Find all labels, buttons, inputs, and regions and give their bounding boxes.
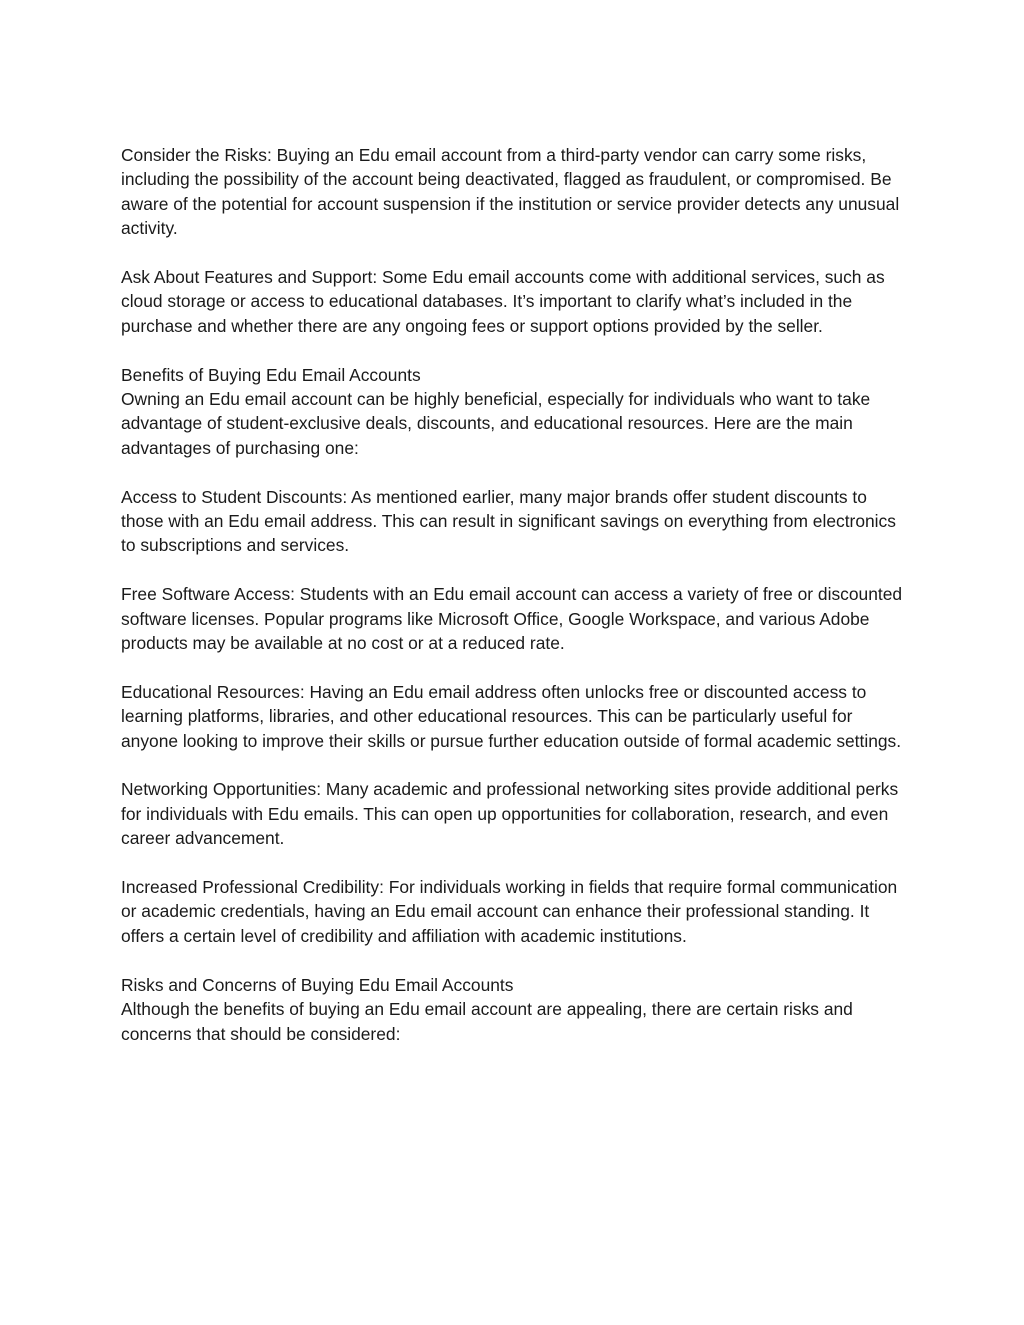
paragraph-student-discounts: Access to Student Discounts: As mentioned earlier, many major brands offer student discounts to those with an Edu email address. This can result in significant savings on everything from electronics to subscriptions and services.: [121, 486, 896, 556]
paragraph-educational-resources: Educational Resources: Having an Edu email address often unlocks free or discounted access to learning platforms, libraries, and other educational resources. This can be particularly useful for anyone looking to improve their skills or pursue further education outside of formal academic settings.: [121, 681, 902, 751]
benefits-intro: Owning an Edu email account can be highly beneficial, especially for individuals who want to take advantage of student-exclusive deals, discounts, and educational resources. Here are the main advantages of purchasing one:: [121, 389, 871, 458]
benefits-heading: Benefits of Buying Edu Email Accounts: [121, 364, 421, 385]
document-body: [121, 143, 911, 1070]
benefits-section: [121, 363, 911, 461]
risks-section: [121, 973, 911, 1046]
paragraph-networking: Networking Opportunities: Many academic and professional networking sites provide additional perks for individuals with Edu emails. This can open up opportunities for collaboration, research, and even career advancement.: [121, 779, 899, 849]
risks-heading: Risks and Concerns of Buying Edu Email Accounts: [121, 974, 514, 995]
paragraph-credibility: Increased Professional Credibility: For individuals working in fields that require formal communication or academic credentials, having an Edu email account can enhance their professional standing. It offers a certain level of credibility and affiliation with academic institutions.: [121, 877, 898, 946]
risks-intro: Although the benefits of buying an Edu email account are appealing, there are certain risks and concerns that should be considered:: [121, 999, 853, 1044]
paragraph-free-software: Free Software Access: Students with an Edu email account can access a variety of free or discounted software licenses. Popular programs like Microsoft Office, Google Workspace, and various Adobe products may be available at no cost or at a reduced rate.: [121, 584, 903, 654]
paragraph-ask-features: Ask About Features and Support: Some Edu email accounts come with additional services, such as cloud storage or access to educational databases. It’s important to clarify what’s included in the purchase and whether there are any ongoing fees or support options provided by the seller.: [121, 267, 885, 336]
paragraph-consider-risks: Consider the Risks: Buying an Edu email account from a third-party vendor can carry some risks, including the possibility of the account being deactivated, flagged as fraudulent, or compromised. Be aware of the potential for account suspension if the institution or service provider detects any unusual activity.: [121, 145, 900, 239]
